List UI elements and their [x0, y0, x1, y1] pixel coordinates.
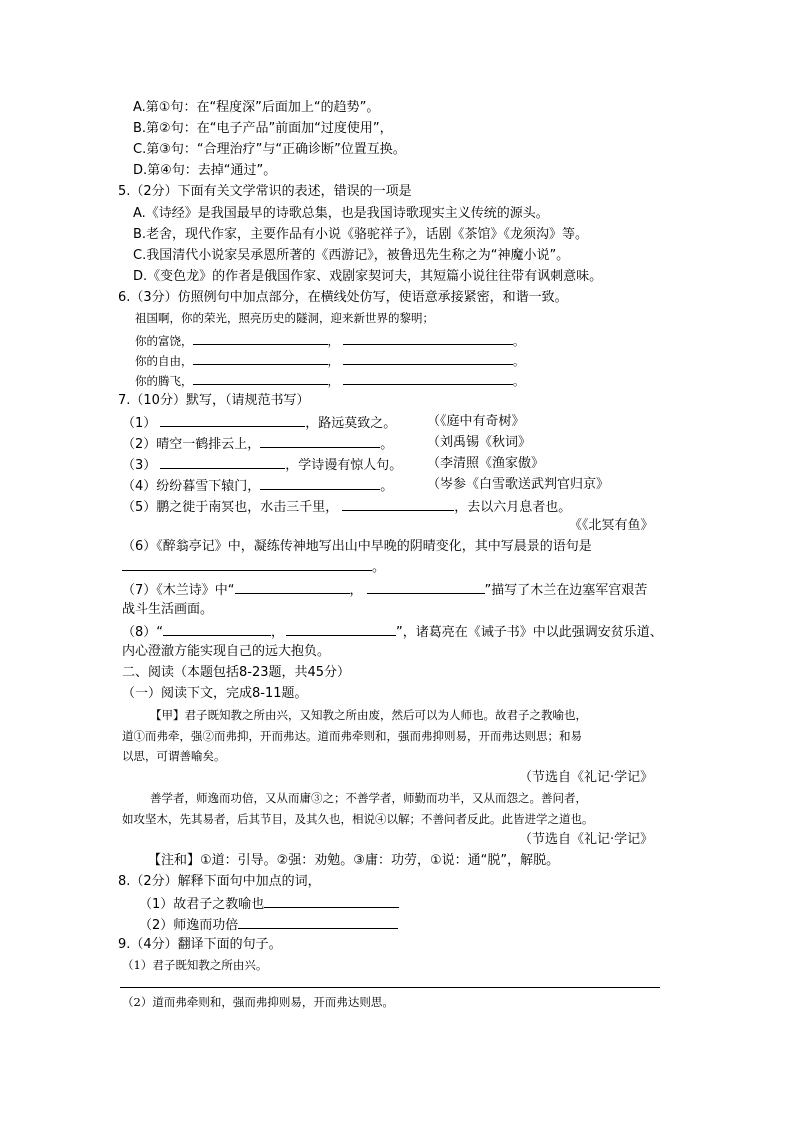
q7-blank-8b[interactable]	[286, 622, 396, 636]
q7-blank-4[interactable]	[260, 476, 380, 490]
q7-item-2-source: （刘禹锡《秋词》	[427, 435, 532, 450]
q6-blank-2a[interactable]	[193, 351, 328, 365]
q5-option-b: B.老舍，现代作家，主要作品有小说《骆驼祥子》，话剧《茶馆》《龙须沟》等。	[133, 227, 589, 242]
q4-option-a: A.第①句：在“程度深”后面加上“的趋势”。	[133, 100, 380, 115]
q7-item-7	[122, 580, 647, 599]
q8-stem: 8.（2分）解释下面句中加点的词，	[118, 874, 321, 889]
q9-item-1: （1）君子既知教之所由兴。	[122, 958, 268, 972]
annotation-notes: 【注和】①道：引导。②强：劝勉。③庸：功劳，①说：通“脱”，解脱。	[148, 853, 560, 868]
q7-blank-3[interactable]	[160, 455, 285, 469]
q6-comma: ，	[327, 374, 339, 388]
q6-blank-1b[interactable]	[343, 331, 513, 345]
section-2-title: 二、阅读（本题包括8-23题，共45分）	[122, 665, 351, 680]
q6-blank-3a[interactable]	[193, 371, 328, 385]
q7-item-3-text: ，学诗谩有惊人句。	[285, 458, 403, 473]
q7-item-8-text: （8）“	[122, 625, 164, 640]
q7-item-1-text: ，路远莫致之。	[305, 416, 397, 431]
q6-line-3-label: 你的腾飞，	[135, 374, 193, 388]
q7-blank-7a[interactable]	[235, 580, 350, 594]
q5-option-d: D.《变色龙》的作者是俄国作家、戏剧家契诃夫，其短篇小说往往带有讽刺意味。	[133, 269, 603, 284]
q7-item-3	[122, 455, 402, 474]
q7-item-7-text: （7）《木兰诗》中“	[122, 583, 235, 598]
q7-item-4-punct: 。	[380, 479, 394, 494]
passage-jia-line-2: 道①而弗牵，强②而弗抑，开而弗达。道而弗牵则和，强而弗抑则易，开而弗达则思；和易	[122, 729, 582, 743]
q6-stem: 6.（3分）仿照例句中加点部分，在横线处仿写，使语意承接紧密，和谐一致。	[118, 290, 568, 305]
passage-jia-source: （节选自《礼记·学记》	[519, 770, 654, 785]
q7-item-6: （6）《醉翁亭记》中，凝练传神地写出山中早晚的阴晴变化，其中写晨景的语句是	[122, 539, 592, 554]
q6-line-2	[135, 351, 525, 370]
q7-item-5-source: 《《北冥有鱼》	[569, 518, 654, 533]
q7-item-2	[122, 434, 393, 453]
q6-line-1	[135, 331, 525, 350]
passage-yi-line-1: 善学者，师逸而功倍，又从而庸③之；不善学者，师勤而功半，又从而怨之。善问者，	[150, 791, 587, 805]
q7-item-2-text: （2）晴空一鹤排云上，	[122, 437, 261, 452]
q4-option-b: B.第②句：在“电子产品”前面加“过度使用”，	[133, 121, 393, 136]
q7-item-1-num: （1）	[122, 416, 157, 431]
q6-period: 。	[513, 334, 525, 348]
q6-line-3	[135, 371, 525, 390]
q7-blank-7b[interactable]	[367, 580, 485, 594]
q6-blank-2b[interactable]	[343, 351, 513, 365]
section-2-subtitle: （一）阅读下文，完成8-11题。	[122, 686, 308, 701]
q6-blank-3b[interactable]	[343, 371, 513, 385]
q7-item-2-punct: 。	[380, 437, 394, 452]
q8-item-1	[139, 894, 399, 913]
passage-jia-line-3: 以思，可谓善喻矣。	[122, 749, 226, 763]
q7-item-4-source: （岑参《白雪歌送武判官归京》	[427, 477, 610, 492]
q5-option-c: C.我国清代小说家吴承恩所著的《西游记》，被鲁迅先生称之为“神魔小说”。	[133, 248, 570, 263]
q7-item-3-source: （李清照《渔家傲》	[427, 456, 545, 471]
q7-item-1	[122, 413, 396, 432]
q6-example: 祖国啊，你的荣光，照亮历史的隧洞，迎来新世界的黎明；	[135, 311, 434, 325]
q9-answer-line[interactable]	[120, 987, 660, 988]
q7-item-8-cont: 内心澄澈方能实现自己的远大抱负。	[122, 644, 331, 659]
q7-blank-2[interactable]	[260, 434, 380, 448]
q6-line-1-label: 你的富饶，	[135, 334, 193, 348]
q8-item-2-text: （2）师逸而功倍	[139, 918, 239, 933]
q7-item-5-after: ，去以六月息者也。	[454, 500, 572, 515]
q7-item-8-mid: ，	[271, 625, 285, 640]
q6-period: 。	[513, 374, 525, 388]
q7-item-3-num: （3）	[122, 458, 157, 473]
q7-item-5-text: （5）鹏之徙于南冥也，水击三千里，	[122, 500, 339, 515]
passage-yi-line-2: 如攻坚木，先其易者，后其节目，及其久也，相说④以解；不善问者反此。此皆进学之道也。	[122, 812, 594, 826]
q7-blank-8a[interactable]	[163, 622, 271, 636]
q7-stem: 7.（10分）默写，（请规范书写）	[118, 393, 310, 408]
q7-item-7-mid: ，	[349, 583, 363, 598]
q8-item-2	[139, 915, 398, 934]
q4-option-c: C.第③句：“合理治疗”与“正确诊断”位置互换。	[133, 142, 406, 157]
q7-item-8-after: ”，诸葛亮在《诫子书》中以此强调安贫乐道、	[396, 625, 663, 640]
q8-blank-2[interactable]	[238, 915, 398, 929]
q5-stem: 5.（2分）下面有关文学常识的表述，错误的一项是	[118, 184, 412, 199]
q7-item-8	[122, 622, 663, 641]
q6-comma: ，	[327, 354, 339, 368]
q9-stem: 9.（4分）翻译下面的句子。	[118, 937, 282, 952]
q4-option-d: D.第④句：去掉“通过”。	[133, 163, 277, 178]
q6-comma: ，	[327, 334, 339, 348]
q9-item-2: （2）道而弗牵则和，强而弗抑则易，开而弗达则思。	[122, 995, 394, 1009]
q7-item-7-after: ”描写了木兰在边塞军宫艰苦	[484, 583, 648, 598]
q7-item-1-source: （《庭中有奇树》	[427, 414, 525, 429]
q5-option-a: A.《诗经》是我国最早的诗歌总集，也是我国诗歌现实主义传统的源头。	[133, 206, 549, 221]
q6-line-2-label: 你的自由，	[135, 354, 193, 368]
q6-blank-1a[interactable]	[193, 331, 328, 345]
q8-blank-1[interactable]	[264, 894, 399, 908]
q7-item-4-text: （4）纷纷暮雪下辕门，	[122, 479, 261, 494]
q7-blank-1[interactable]	[160, 413, 305, 427]
q7-blank-6[interactable]	[122, 557, 372, 571]
q7-item-5	[122, 497, 571, 516]
q7-blank-5[interactable]	[342, 497, 454, 511]
passage-yi-source: （节选自《礼记·学记》	[519, 832, 654, 847]
q6-period: 。	[513, 354, 525, 368]
q7-item-6-punct: 。	[372, 560, 386, 575]
q7-item-7-cont: 战斗生活画面。	[122, 602, 214, 617]
q7-item-6-answer	[122, 557, 385, 576]
passage-jia-line-1: 【甲】君子既知教之所由兴，又知教之所由废，然后可以为人师也。故君子之教喻也，	[150, 708, 587, 722]
q7-item-4	[122, 476, 393, 495]
q8-item-1-text: （1）故君子之教喻也	[139, 897, 265, 912]
